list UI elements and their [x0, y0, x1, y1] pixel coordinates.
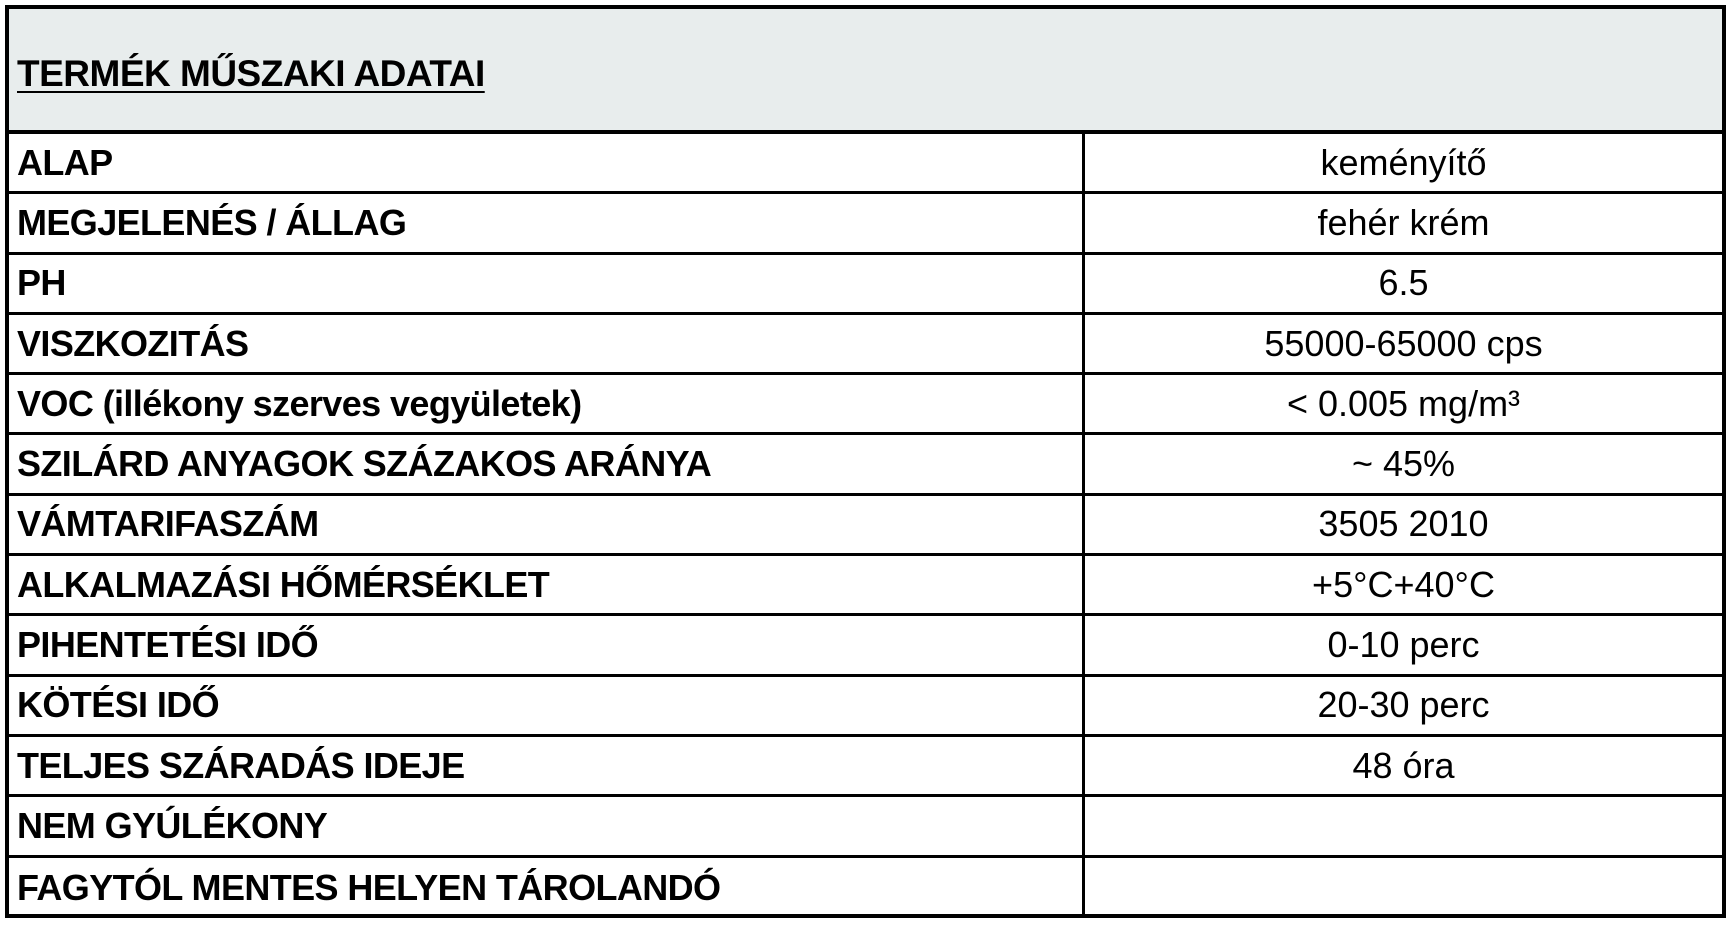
- row-value: fehér krém: [1317, 201, 1490, 243]
- table-row: [9, 737, 1722, 797]
- row-value: ~ 45%: [1351, 443, 1456, 485]
- table-row: [9, 375, 1722, 435]
- row-value: keményítő: [1320, 141, 1487, 183]
- table-row: [9, 797, 1722, 857]
- table-row: [9, 134, 1722, 194]
- row-value: 3505 2010: [1318, 503, 1489, 545]
- row-label: VOC (illékony szerves vegyületek): [17, 382, 582, 424]
- row-label: MEGJELENÉS / ÁLLAG: [17, 201, 407, 243]
- table-row: [9, 677, 1722, 737]
- table-body: [9, 134, 1722, 918]
- row-label: PIHENTETÉSI IDŐ: [17, 624, 319, 666]
- row-label: SZILÁRD ANYAGOK SZÁZAKOS ARÁNYA: [17, 443, 712, 485]
- row-label: NEM GYÚLÉKONY: [17, 804, 328, 846]
- table-title: TERMÉK MŰSZAKI ADATAI: [17, 53, 485, 94]
- row-value: 0-10 perc: [1327, 624, 1480, 666]
- row-value: < 0.005 mg/m³: [1286, 382, 1521, 424]
- row-label: VÁMTARIFASZÁM: [17, 503, 319, 545]
- row-label: PH: [17, 262, 66, 304]
- row-value: [1085, 797, 1722, 854]
- table-row: [9, 616, 1722, 676]
- row-label: ALKALMAZÁSI HŐMÉRSÉKLET: [17, 563, 550, 605]
- table-row: [9, 435, 1722, 495]
- table-row: [9, 315, 1722, 375]
- row-value: [1085, 858, 1722, 918]
- row-value: +5°C+40°C: [1312, 563, 1495, 605]
- row-label: FAGYTÓL MENTES HELYEN TÁROLANDÓ: [17, 866, 721, 908]
- row-label: KÖTÉSI IDŐ: [17, 684, 220, 726]
- row-value: 48 óra: [1352, 744, 1455, 786]
- row-label: TELJES SZÁRADÁS IDEJE: [17, 744, 465, 786]
- table-row: [9, 858, 1722, 918]
- row-label: VISZKOZITÁS: [17, 322, 249, 364]
- row-label: ALAP: [17, 141, 113, 183]
- table-row: [9, 194, 1722, 254]
- table-row: [9, 255, 1722, 315]
- row-value: 55000-65000 cps: [1264, 322, 1543, 364]
- table-row: [9, 556, 1722, 616]
- table-row: [9, 496, 1722, 556]
- table-header: [9, 9, 1722, 134]
- spec-table: [5, 5, 1726, 918]
- row-value: 6.5: [1378, 262, 1429, 304]
- row-value: 20-30 perc: [1317, 684, 1490, 726]
